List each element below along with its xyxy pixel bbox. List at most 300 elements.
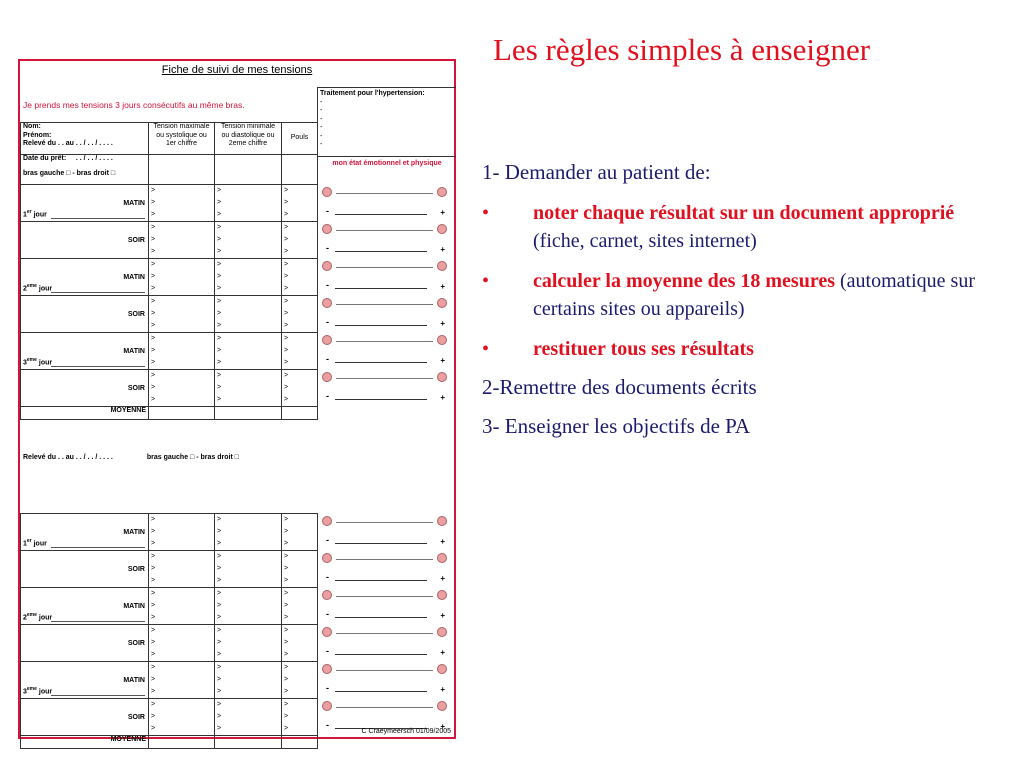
date-cell bbox=[21, 155, 149, 185]
treatment-dash: - bbox=[320, 107, 323, 114]
step-1: 1- Demander au patient de: bbox=[482, 160, 711, 184]
day-suffix: er bbox=[26, 538, 32, 545]
treatment-dash: - bbox=[320, 98, 323, 106]
value-cell[interactable] bbox=[215, 551, 282, 588]
value-cell[interactable] bbox=[215, 333, 282, 370]
table-row bbox=[21, 625, 458, 662]
gt-mark: > bbox=[284, 639, 289, 646]
value-cell[interactable] bbox=[215, 588, 282, 625]
empty-cell bbox=[318, 407, 458, 420]
gt-mark: > bbox=[217, 540, 222, 547]
empty-cell bbox=[318, 155, 458, 185]
gt-mark: > bbox=[284, 261, 289, 268]
gt-mark: > bbox=[284, 199, 289, 206]
gt-mark: > bbox=[151, 590, 156, 597]
jour-word: jour bbox=[33, 540, 47, 548]
date-label: Date du prêt: bbox=[23, 155, 67, 162]
jour-word: jour bbox=[33, 211, 47, 219]
value-cell[interactable] bbox=[149, 514, 215, 551]
period-cell bbox=[21, 185, 149, 222]
emotion-cell[interactable] bbox=[318, 588, 458, 625]
moyenne-sys[interactable] bbox=[149, 407, 215, 420]
bullet-dot: • bbox=[482, 338, 490, 360]
date-pret bbox=[23, 155, 146, 164]
plus-label: + bbox=[440, 281, 445, 291]
period-label: SOIR bbox=[127, 566, 145, 573]
period-label: SOIR bbox=[127, 714, 145, 721]
table-row bbox=[21, 370, 458, 407]
gt-mark: > bbox=[151, 577, 156, 584]
gt-mark: > bbox=[217, 224, 222, 231]
period-label: SOIR bbox=[127, 311, 145, 318]
emotion-line bbox=[336, 633, 433, 634]
pouls-cell[interactable] bbox=[282, 699, 318, 736]
moyenne-dia[interactable] bbox=[215, 736, 282, 749]
value-cell[interactable] bbox=[215, 699, 282, 736]
value-cell[interactable] bbox=[149, 662, 215, 699]
date-row bbox=[21, 155, 458, 185]
day-number: 1 bbox=[23, 211, 27, 219]
date-value: . . / . . / . . . . bbox=[75, 155, 113, 162]
day-suffix: eme bbox=[26, 357, 37, 364]
table-row bbox=[21, 588, 458, 625]
plus-label: + bbox=[440, 647, 445, 657]
emotion-line bbox=[336, 596, 433, 597]
minus-label: - bbox=[326, 571, 329, 582]
table-row bbox=[21, 662, 458, 699]
day-label bbox=[23, 282, 52, 294]
pouls-cell[interactable] bbox=[282, 333, 318, 370]
gt-mark: > bbox=[217, 372, 222, 379]
moyenne-label: MOYENNE bbox=[21, 736, 149, 749]
value-cell[interactable] bbox=[149, 588, 215, 625]
pouls-cell[interactable] bbox=[282, 296, 318, 333]
gt-mark: > bbox=[217, 553, 222, 560]
minus-label: - bbox=[326, 390, 329, 401]
gt-mark: > bbox=[217, 310, 222, 317]
empty-cell bbox=[282, 155, 318, 185]
tension-form bbox=[18, 59, 456, 743]
moyenne-row bbox=[21, 736, 458, 749]
measure-table-2 bbox=[20, 513, 458, 749]
bullet-3-strong: restituer tous ses résultats bbox=[533, 338, 754, 360]
period-cell bbox=[21, 370, 149, 407]
treatment-dash: - bbox=[320, 132, 323, 140]
moyenne-label: MOYENNE bbox=[21, 407, 149, 420]
value-cell[interactable] bbox=[215, 259, 282, 296]
emotion-cell[interactable] bbox=[318, 662, 458, 699]
gt-mark: > bbox=[284, 590, 289, 597]
face-icon bbox=[322, 590, 332, 600]
gt-mark: > bbox=[151, 639, 156, 646]
scale-line bbox=[335, 580, 427, 581]
empty-cell bbox=[149, 155, 215, 185]
day-line bbox=[51, 695, 145, 696]
gt-mark: > bbox=[217, 627, 222, 634]
gt-mark: > bbox=[151, 713, 156, 720]
scale-line bbox=[335, 654, 427, 655]
gt-mark: > bbox=[151, 565, 156, 572]
pouls-cell[interactable] bbox=[282, 514, 318, 551]
table-row bbox=[21, 222, 458, 259]
releve-label: Relevé du . . au . . / . . / . . . . bbox=[23, 140, 113, 147]
emotion-cell[interactable] bbox=[318, 333, 458, 370]
plus-label: + bbox=[440, 244, 445, 254]
instructions bbox=[482, 160, 1002, 453]
gt-mark: > bbox=[151, 701, 156, 708]
gt-mark: > bbox=[151, 664, 156, 671]
day-label bbox=[23, 685, 52, 697]
bras-choice: bras gauche □ - bras droit □ bbox=[23, 169, 116, 177]
gt-mark: > bbox=[217, 577, 222, 584]
gt-mark: > bbox=[284, 540, 289, 547]
bullet-1-strong: noter chaque résultat sur un document approprié bbox=[533, 202, 955, 224]
value-cell[interactable] bbox=[215, 662, 282, 699]
gt-mark: > bbox=[151, 310, 156, 317]
table-header bbox=[21, 123, 458, 155]
gt-mark: > bbox=[217, 676, 222, 683]
bullet-2-strong: calculer la moyenne des 18 mesures bbox=[533, 270, 836, 292]
value-cell[interactable] bbox=[149, 370, 215, 407]
day-number: 3 bbox=[23, 688, 27, 696]
gt-mark: > bbox=[151, 236, 156, 243]
table-row bbox=[21, 185, 458, 222]
pouls-cell[interactable] bbox=[282, 662, 318, 699]
value-cell[interactable] bbox=[149, 185, 215, 222]
emotion-line bbox=[336, 267, 433, 268]
gt-mark: > bbox=[217, 639, 222, 646]
pouls-cell[interactable] bbox=[282, 259, 318, 296]
gt-mark: > bbox=[151, 248, 156, 255]
face-icon bbox=[322, 516, 332, 526]
gt-mark: > bbox=[217, 199, 222, 206]
gt-mark: > bbox=[284, 516, 289, 523]
face-icon bbox=[437, 298, 447, 308]
gt-mark: > bbox=[217, 664, 222, 671]
gt-mark: > bbox=[284, 701, 289, 708]
moyenne-pouls[interactable] bbox=[282, 736, 318, 749]
period-label: MATIN bbox=[123, 348, 145, 355]
face-icon bbox=[437, 701, 447, 711]
gt-mark: > bbox=[217, 396, 222, 403]
value-cell[interactable] bbox=[149, 551, 215, 588]
day-label bbox=[23, 611, 52, 623]
pouls-cell[interactable] bbox=[282, 588, 318, 625]
period-cell bbox=[21, 514, 149, 551]
gt-mark: > bbox=[217, 298, 222, 305]
gt-mark: > bbox=[284, 211, 289, 218]
plus-label: + bbox=[440, 392, 445, 402]
gt-mark: > bbox=[217, 187, 222, 194]
nom-label: Nom: bbox=[23, 123, 41, 130]
bullet-dot: • bbox=[482, 270, 490, 292]
emotion-line bbox=[336, 378, 433, 379]
gt-mark: > bbox=[284, 602, 289, 609]
period-label: MATIN bbox=[123, 677, 145, 684]
value-cell[interactable] bbox=[215, 625, 282, 662]
gt-mark: > bbox=[217, 285, 222, 292]
gt-mark: > bbox=[284, 359, 289, 366]
face-icon bbox=[322, 701, 332, 711]
gt-mark: > bbox=[284, 614, 289, 621]
bullet-1-rest: (fiche, carnet, sites internet) bbox=[533, 230, 757, 252]
prenom-label: Prénom: bbox=[23, 131, 52, 139]
slide-title: Les règles simples à enseigner bbox=[493, 32, 871, 67]
day-suffix: eme bbox=[26, 283, 37, 290]
emotion-cell[interactable] bbox=[318, 259, 458, 296]
jour-word: jour bbox=[38, 359, 53, 367]
face-icon bbox=[322, 298, 332, 308]
table-row bbox=[21, 259, 458, 296]
plus-label: + bbox=[440, 355, 445, 365]
pouls-cell[interactable] bbox=[282, 185, 318, 222]
day-suffix: er bbox=[26, 209, 32, 216]
period-cell bbox=[21, 699, 149, 736]
gt-mark: > bbox=[217, 359, 222, 366]
gt-mark: > bbox=[217, 651, 222, 658]
minus-label: - bbox=[326, 645, 329, 656]
credit: C Craeymeersch 01/09/2005 bbox=[361, 728, 451, 735]
gt-mark: > bbox=[284, 664, 289, 671]
value-cell[interactable] bbox=[215, 514, 282, 551]
pouls-cell[interactable] bbox=[282, 370, 318, 407]
emotion-line bbox=[336, 341, 433, 342]
value-cell[interactable] bbox=[149, 625, 215, 662]
face-icon bbox=[437, 224, 447, 234]
value-cell[interactable] bbox=[149, 296, 215, 333]
period-cell bbox=[21, 333, 149, 370]
emotion-cell[interactable] bbox=[318, 551, 458, 588]
gt-mark: > bbox=[151, 396, 156, 403]
period-cell bbox=[21, 551, 149, 588]
gt-mark: > bbox=[217, 347, 222, 354]
pouls-cell[interactable] bbox=[282, 625, 318, 662]
minus-label: - bbox=[326, 682, 329, 693]
emotion-cell[interactable] bbox=[318, 296, 458, 333]
minus-label: - bbox=[326, 719, 329, 730]
gt-mark: > bbox=[284, 298, 289, 305]
emotion-cell[interactable] bbox=[318, 222, 458, 259]
face-icon bbox=[322, 335, 332, 345]
gt-mark: > bbox=[151, 516, 156, 523]
emotion-cell[interactable] bbox=[318, 625, 458, 662]
gt-mark: > bbox=[217, 528, 222, 535]
moyenne-sys[interactable] bbox=[149, 736, 215, 749]
period-label: MATIN bbox=[123, 529, 145, 536]
gt-mark: > bbox=[284, 248, 289, 255]
gt-mark: > bbox=[284, 384, 289, 391]
period-label: MATIN bbox=[123, 200, 145, 207]
gt-mark: > bbox=[151, 261, 156, 268]
gt-mark: > bbox=[284, 347, 289, 354]
emotion-line bbox=[336, 559, 433, 560]
pouls-cell[interactable] bbox=[282, 551, 318, 588]
gt-mark: > bbox=[151, 540, 156, 547]
scale-line bbox=[335, 251, 427, 252]
scale-line bbox=[335, 214, 427, 215]
bullet-dot: • bbox=[482, 202, 490, 224]
day-label bbox=[23, 208, 47, 220]
scale-line bbox=[335, 617, 427, 618]
face-icon bbox=[322, 187, 332, 197]
gt-mark: > bbox=[217, 236, 222, 243]
value-cell[interactable] bbox=[149, 222, 215, 259]
releve2-label: Relevé du . . au . . / . . / . . . . bbox=[23, 454, 113, 461]
bullet-2-rest: (automatique sur certains sites ou appareils) bbox=[533, 270, 975, 320]
gt-mark: > bbox=[151, 651, 156, 658]
gt-mark: > bbox=[217, 602, 222, 609]
day-suffix: eme bbox=[26, 686, 37, 693]
gt-mark: > bbox=[284, 577, 289, 584]
gt-mark: > bbox=[284, 651, 289, 658]
col-pouls: Pouls bbox=[282, 123, 318, 155]
gt-mark: > bbox=[151, 298, 156, 305]
treatment-label: Traitement pour l'hypertension: bbox=[320, 90, 425, 97]
jour-word: jour bbox=[38, 614, 53, 622]
face-icon bbox=[437, 335, 447, 345]
face-icon bbox=[437, 553, 447, 563]
gt-mark: > bbox=[151, 335, 156, 342]
scale-line bbox=[335, 325, 427, 326]
empty-cell bbox=[318, 736, 458, 749]
gt-mark: > bbox=[217, 516, 222, 523]
gt-mark: > bbox=[151, 322, 156, 329]
value-cell[interactable] bbox=[215, 185, 282, 222]
day-line bbox=[51, 218, 145, 219]
minus-label: - bbox=[326, 316, 329, 327]
plus-label: + bbox=[440, 721, 445, 731]
table-row bbox=[21, 551, 458, 588]
period-label: MATIN bbox=[123, 603, 145, 610]
value-cell[interactable] bbox=[149, 259, 215, 296]
pouls-cell[interactable] bbox=[282, 222, 318, 259]
table-row bbox=[21, 514, 458, 551]
scale-line bbox=[335, 288, 427, 289]
gt-mark: > bbox=[217, 261, 222, 268]
gt-mark: > bbox=[284, 627, 289, 634]
jour-word: jour bbox=[38, 688, 53, 696]
gt-mark: > bbox=[151, 725, 156, 732]
gt-mark: > bbox=[217, 725, 222, 732]
face-icon bbox=[437, 627, 447, 637]
emotional-header: mon état émotionnel et physique bbox=[332, 160, 442, 167]
emotion-cell[interactable] bbox=[318, 370, 458, 407]
gt-mark: > bbox=[217, 248, 222, 255]
day-number: 2 bbox=[23, 614, 27, 622]
face-icon bbox=[322, 261, 332, 271]
gt-mark: > bbox=[151, 384, 156, 391]
value-cell[interactable] bbox=[149, 699, 215, 736]
value-cell[interactable] bbox=[215, 296, 282, 333]
face-icon bbox=[322, 372, 332, 382]
gt-mark: > bbox=[284, 273, 289, 280]
gt-mark: > bbox=[151, 676, 156, 683]
gt-mark: > bbox=[284, 224, 289, 231]
moyenne-dia[interactable] bbox=[215, 407, 282, 420]
gt-mark: > bbox=[151, 359, 156, 366]
scale-line bbox=[335, 543, 427, 544]
face-icon bbox=[437, 261, 447, 271]
period-cell bbox=[21, 662, 149, 699]
period-cell bbox=[21, 296, 149, 333]
day-line bbox=[51, 366, 145, 367]
gt-mark: > bbox=[284, 335, 289, 342]
gt-mark: > bbox=[284, 322, 289, 329]
day-number: 2 bbox=[23, 285, 27, 293]
gt-mark: > bbox=[217, 713, 222, 720]
moyenne-row bbox=[21, 407, 458, 420]
minus-label: - bbox=[326, 534, 329, 545]
emotion-line bbox=[336, 304, 433, 305]
face-icon bbox=[437, 590, 447, 600]
identity-cell bbox=[21, 123, 149, 155]
table-row bbox=[21, 333, 458, 370]
gt-mark: > bbox=[217, 688, 222, 695]
gt-mark: > bbox=[284, 676, 289, 683]
empty-cell bbox=[318, 123, 458, 155]
form-note: Je prends mes tensions 3 jours consécutifs au même bras. bbox=[23, 100, 245, 110]
day-number: 3 bbox=[23, 359, 27, 367]
gt-mark: > bbox=[151, 273, 156, 280]
empty-cell bbox=[215, 155, 282, 185]
gt-mark: > bbox=[284, 688, 289, 695]
gt-mark: > bbox=[217, 590, 222, 597]
emotion-cell[interactable] bbox=[318, 185, 458, 222]
gt-mark: > bbox=[151, 627, 156, 634]
day-line bbox=[51, 292, 145, 293]
scale-line bbox=[335, 691, 427, 692]
gt-mark: > bbox=[217, 335, 222, 342]
table-row bbox=[21, 296, 458, 333]
minus-label: - bbox=[326, 279, 329, 290]
value-cell[interactable] bbox=[215, 222, 282, 259]
moyenne-pouls[interactable] bbox=[282, 407, 318, 420]
gt-mark: > bbox=[284, 528, 289, 535]
gt-mark: > bbox=[151, 688, 156, 695]
bullet-3 bbox=[482, 335, 1002, 363]
period-label: SOIR bbox=[127, 385, 145, 392]
gt-mark: > bbox=[284, 187, 289, 194]
minus-label: - bbox=[326, 608, 329, 619]
value-cell[interactable] bbox=[215, 370, 282, 407]
gt-mark: > bbox=[284, 285, 289, 292]
gt-mark: > bbox=[217, 614, 222, 621]
jour-word: jour bbox=[38, 285, 53, 293]
period-label: SOIR bbox=[127, 640, 145, 647]
step-3: 3- Enseigner les objectifs de PA bbox=[482, 414, 751, 438]
col-systolic: Tension maximale ou systolique ou 1er chiffre bbox=[149, 123, 215, 155]
day-line bbox=[51, 621, 145, 622]
day-number: 1 bbox=[23, 540, 27, 548]
face-icon bbox=[437, 516, 447, 526]
gt-mark: > bbox=[151, 285, 156, 292]
day-suffix: eme bbox=[26, 612, 37, 619]
emotion-cell[interactable] bbox=[318, 514, 458, 551]
treatment-dash: - bbox=[320, 124, 323, 131]
bras2-label: bras gauche □ - bras droit □ bbox=[146, 454, 239, 461]
plus-label: + bbox=[440, 573, 445, 583]
period-label: MATIN bbox=[123, 274, 145, 281]
period-cell bbox=[21, 259, 149, 296]
gt-mark: > bbox=[284, 310, 289, 317]
face-icon bbox=[322, 553, 332, 563]
face-icon bbox=[322, 224, 332, 234]
value-cell[interactable] bbox=[149, 333, 215, 370]
col-diastolic: Tension minimale ou diastolique ou 2eme chiffre bbox=[215, 123, 282, 155]
bullet-1 bbox=[482, 199, 1002, 255]
gt-mark: > bbox=[151, 528, 156, 535]
face-icon bbox=[437, 187, 447, 197]
